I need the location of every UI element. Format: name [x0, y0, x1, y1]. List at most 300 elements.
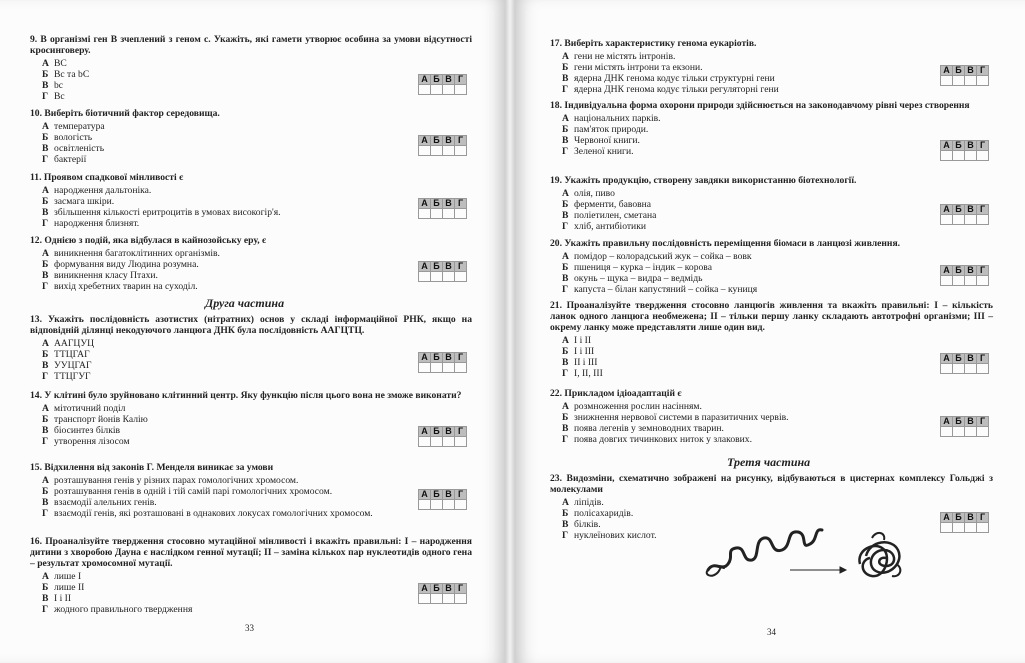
answer-grid[interactable]: [940, 140, 989, 161]
grid-letter: В: [965, 417, 977, 427]
answer-grid[interactable]: [418, 74, 467, 95]
option-text: формування виду Людина розумна.: [54, 259, 199, 270]
option-letter: В: [562, 210, 569, 221]
option-letter: Г: [562, 84, 569, 95]
answer-option: [550, 51, 993, 62]
answer-option: [30, 281, 472, 292]
option-text: І, ІІ, ІІІ: [574, 368, 603, 379]
option-letter: В: [562, 273, 569, 284]
grid-letter: Г: [455, 490, 467, 500]
grid-letter: А: [419, 353, 431, 363]
option-text: пам'яток природи.: [574, 124, 649, 135]
option-text: капуста – білан капустяний – сойка – куниця: [574, 284, 758, 295]
page-number: 33: [245, 623, 254, 633]
section-title: Третя частина: [727, 455, 811, 469]
answer-cell[interactable]: [977, 276, 989, 286]
question-title: 19. Укажіть продукцію, створену завдяки використанню біотехнології.: [550, 175, 857, 186]
question-11: [30, 172, 472, 229]
option-letter: В: [562, 357, 569, 368]
right-page: [515, 0, 1025, 663]
option-letter: Г: [42, 154, 49, 165]
option-letter: А: [42, 185, 49, 196]
grid-letter: А: [941, 513, 953, 523]
option-letter: Г: [562, 368, 569, 379]
grid-letter: Г: [977, 354, 989, 364]
option-letter: В: [562, 519, 569, 530]
grid-letter: В: [965, 354, 977, 364]
grid-letter: Г: [455, 75, 467, 85]
question-title: 13. Укажіть послідовність азотистих (нітратних) основ у складі інформаційної РНК, якщо на відповідній ділянці некодуючого ланцюга ДНК була послідовність ААГЦТЦ.: [30, 314, 472, 336]
grid-letter: Г: [977, 417, 989, 427]
answer-cell[interactable]: [443, 500, 455, 510]
answer-cell[interactable]: [419, 272, 431, 282]
answer-option: [30, 132, 472, 143]
option-text: вихід хребетних тварин на суходіл.: [54, 281, 198, 292]
grid-letter: А: [941, 66, 953, 76]
grid-letter: В: [965, 205, 977, 215]
answer-option: [30, 91, 472, 102]
grid-letter: Б: [431, 353, 443, 363]
grid-letter: В: [443, 75, 455, 85]
grid-letter: В: [443, 136, 455, 146]
answer-option: [30, 154, 472, 165]
grid-letter: Г: [455, 136, 467, 146]
option-letter: А: [42, 58, 49, 69]
grid-letter: В: [443, 584, 455, 594]
option-text: пшениця – курка – індик – корова: [574, 262, 712, 273]
option-text: виникнення класу Птахи.: [54, 270, 158, 281]
grid-letter: Г: [455, 199, 467, 209]
question-21: [550, 300, 993, 379]
option-letter: Г: [562, 221, 569, 232]
answer-grid[interactable]: [418, 261, 467, 282]
option-text: нуклеїнових кислот.: [574, 530, 657, 541]
question-title: 18. Індивідуальна форма охорони природи здійснюється на законодавчому рівні через створення: [550, 100, 970, 111]
answer-cell[interactable]: [965, 523, 977, 533]
answer-grid[interactable]: [940, 416, 989, 437]
answer-cell[interactable]: [977, 427, 989, 437]
option-letter: В: [42, 425, 49, 436]
option-letter: А: [562, 51, 569, 62]
folded-globule-icon: [859, 533, 900, 576]
option-text: гени містять інтрони та екзони.: [574, 62, 703, 73]
question-20: [550, 238, 993, 295]
grid-letter: В: [965, 513, 977, 523]
answer-cell[interactable]: [431, 146, 443, 156]
grid-letter: В: [965, 141, 977, 151]
answer-option: [30, 270, 472, 281]
option-letter: А: [562, 113, 569, 124]
answer-grid[interactable]: [940, 204, 989, 225]
grid-letter: Г: [977, 66, 989, 76]
answer-cell[interactable]: [941, 276, 953, 286]
option-letter: Г: [42, 508, 49, 519]
option-text: ліпідів.: [574, 497, 604, 508]
grid-letter: Б: [431, 199, 443, 209]
grid-letter: Б: [431, 75, 443, 85]
option-text: Червоної книги.: [574, 135, 640, 146]
answer-cell[interactable]: [455, 500, 467, 510]
option-text: ІІ і ІІІ: [574, 357, 598, 368]
answer-cell[interactable]: [431, 363, 443, 373]
answer-cell[interactable]: [953, 276, 965, 286]
answer-option: [550, 251, 993, 262]
answer-option: [550, 508, 993, 519]
answer-option: [550, 73, 993, 84]
option-text: BC: [54, 58, 67, 69]
grid-letter: Г: [455, 584, 467, 594]
answer-cell[interactable]: [455, 594, 467, 604]
answer-grid[interactable]: [940, 65, 989, 86]
grid-letter: А: [419, 262, 431, 272]
grid-letter: Г: [977, 266, 989, 276]
answer-option: [550, 423, 993, 434]
answer-cell[interactable]: [455, 272, 467, 282]
option-letter: Б: [562, 508, 569, 519]
answer-cell[interactable]: [965, 151, 977, 161]
answer-cell[interactable]: [941, 364, 953, 374]
grid-letter: А: [941, 417, 953, 427]
option-letter: Б: [562, 262, 569, 273]
option-text: розмноження рослин насінням.: [574, 401, 702, 412]
question-10: [30, 108, 472, 165]
option-letter: Б: [42, 414, 49, 425]
answer-grid[interactable]: [418, 583, 467, 604]
option-text: вологість: [54, 132, 93, 143]
answer-cell[interactable]: [443, 146, 455, 156]
answer-option: [30, 80, 472, 91]
option-letter: В: [562, 135, 569, 146]
answer-option: [30, 403, 472, 414]
option-letter: Г: [42, 604, 49, 615]
answer-option: [30, 508, 472, 519]
option-letter: Г: [562, 284, 569, 295]
answer-cell[interactable]: [977, 215, 989, 225]
book-gutter: [505, 0, 515, 663]
option-letter: Б: [42, 349, 49, 360]
option-text: І і ІІ: [54, 593, 72, 604]
option-text: біосинтез білків: [54, 425, 121, 436]
answer-option: [30, 207, 472, 218]
grid-letter: В: [443, 262, 455, 272]
answer-cell[interactable]: [953, 76, 965, 86]
grid-letter: В: [443, 353, 455, 363]
answer-cell[interactable]: [419, 500, 431, 510]
question-22: [550, 388, 993, 445]
answer-option: [550, 221, 993, 232]
answer-option: [30, 69, 472, 80]
answer-cell[interactable]: [455, 437, 467, 447]
answer-cell[interactable]: [965, 427, 977, 437]
section-title: Друга частина: [205, 296, 285, 310]
answer-option: [30, 121, 472, 132]
question-17: [550, 38, 993, 95]
answer-cell[interactable]: [977, 76, 989, 86]
grid-letter: А: [419, 75, 431, 85]
answer-cell[interactable]: [977, 151, 989, 161]
option-text: олія, пиво: [574, 188, 615, 199]
answer-cell[interactable]: [431, 272, 443, 282]
option-text: Bc: [54, 91, 65, 102]
answer-cell[interactable]: [965, 76, 977, 86]
answer-cell[interactable]: [431, 500, 443, 510]
answer-cell[interactable]: [965, 364, 977, 374]
answer-cell[interactable]: [419, 594, 431, 604]
answer-cell[interactable]: [977, 523, 989, 533]
option-letter: Б: [42, 582, 49, 593]
grid-letter: А: [941, 266, 953, 276]
option-letter: Г: [562, 146, 569, 157]
answer-cell[interactable]: [419, 209, 431, 219]
answer-cell[interactable]: [965, 215, 977, 225]
answer-grid[interactable]: [940, 512, 989, 533]
question-title: 20. Укажіть правильну послідовність переміщення біомаси в ланцюзі живлення.: [550, 238, 901, 249]
answer-cell[interactable]: [443, 437, 455, 447]
option-text: лише І: [54, 571, 82, 582]
answer-cell[interactable]: [455, 209, 467, 219]
answer-cell[interactable]: [953, 427, 965, 437]
option-letter: Б: [42, 132, 49, 143]
answer-cell[interactable]: [419, 146, 431, 156]
option-text: бактерії: [54, 154, 87, 165]
option-text: розташування генів у різних парах гомологічних хромосом.: [54, 475, 299, 486]
option-text: помідор – колорадський жук – сойка – вовк: [574, 251, 752, 262]
option-text: засмага шкіри.: [54, 196, 115, 207]
grid-letter: В: [443, 427, 455, 437]
grid-letter: Б: [953, 354, 965, 364]
grid-letter: Б: [953, 141, 965, 151]
answer-cell[interactable]: [419, 85, 431, 95]
option-text: Зеленої книги.: [574, 146, 634, 157]
option-text: жодного правильного твердження: [54, 604, 193, 615]
answer-cell[interactable]: [443, 209, 455, 219]
option-text: поява легенів у земноводних тварин.: [574, 423, 724, 434]
question-title: 21. Проаналізуйте твердження стосовно ланцюгів живлення та вкажіть правильні: І – кількість ланок одного ланцюга необмежена; ІІ – тільки першу ланку складають автотрофні організми; ІІІ – окрему ланку може представляти лише один вид.: [550, 300, 993, 333]
option-text: І і ІІ: [574, 335, 592, 346]
answer-option: [550, 84, 993, 95]
answer-option: [30, 371, 472, 382]
answer-cell[interactable]: [431, 209, 443, 219]
answer-option: [550, 262, 993, 273]
option-text: ядерна ДНК генома кодує тільки структурні гени: [574, 73, 775, 84]
answer-grid[interactable]: [418, 426, 467, 447]
grid-letter: А: [419, 136, 431, 146]
answer-cell[interactable]: [941, 215, 953, 225]
option-letter: В: [562, 423, 569, 434]
answer-cell[interactable]: [953, 523, 965, 533]
option-text: розташування генів в одній і тій самій парі гомологічних хромосом.: [54, 486, 333, 497]
answer-grid[interactable]: [418, 198, 467, 219]
answer-option: [550, 434, 993, 445]
answer-option: [30, 604, 472, 615]
option-text: народження дальтоніка.: [54, 185, 152, 196]
grid-letter: Г: [977, 141, 989, 151]
option-text: взаємодії алельних генів.: [54, 497, 157, 508]
option-letter: В: [42, 593, 49, 604]
option-letter: А: [42, 571, 49, 582]
answer-cell[interactable]: [941, 427, 953, 437]
option-letter: Г: [562, 434, 569, 445]
answer-option: [30, 248, 472, 259]
option-text: І і ІІІ: [574, 346, 595, 357]
option-letter: А: [562, 251, 569, 262]
left-page: [0, 0, 505, 663]
option-letter: Б: [562, 412, 569, 423]
question-title: 16. Проаналізуйте твердження стосовно мутаційної мінливості і вкажіть правильні: І – народження дитини з хворобою Дауна є наслідком генної мутації; ІІ – заміна кількох пар нуклеотидів одного гена – результат хромосомної мутації.: [30, 536, 472, 569]
answer-option: [30, 143, 472, 154]
answer-option: [550, 188, 993, 199]
option-text: ядерна ДНК генома кодує тільки регуляторні гени: [574, 84, 779, 95]
grid-letter: Г: [977, 513, 989, 523]
answer-option: [550, 368, 993, 379]
option-letter: Г: [42, 371, 49, 382]
question-13: [30, 314, 472, 382]
grid-letter: В: [443, 199, 455, 209]
option-letter: А: [562, 188, 569, 199]
question-title: 23. Видозміни, схематично зображені на рисунку, відбуваються в цистернах комплексу Гольджі з молекулами: [550, 473, 993, 495]
answer-cell[interactable]: [455, 85, 467, 95]
answer-cell[interactable]: [419, 437, 431, 447]
option-text: ААГЦУЦ: [54, 338, 95, 349]
grid-letter: А: [419, 427, 431, 437]
answer-grid[interactable]: [418, 489, 467, 510]
answer-cell[interactable]: [431, 437, 443, 447]
question-title: 22. Прикладом ідіоадаптацій є: [550, 388, 682, 399]
option-text: ТТЦГАГ: [54, 349, 90, 360]
answer-cell[interactable]: [431, 594, 443, 604]
arrow-icon: [790, 567, 846, 573]
grid-letter: Б: [953, 417, 965, 427]
answer-cell[interactable]: [443, 594, 455, 604]
answer-option: [30, 196, 472, 207]
option-text: білків.: [574, 519, 601, 530]
question-title: 17. Виберіть характеристику генома еукаріотів.: [550, 38, 757, 49]
answer-option: [30, 185, 472, 196]
option-letter: А: [562, 401, 569, 412]
answer-option: [550, 497, 993, 508]
answer-cell[interactable]: [953, 215, 965, 225]
answer-cell[interactable]: [953, 151, 965, 161]
answer-option: [30, 349, 472, 360]
option-letter: В: [42, 80, 49, 91]
option-letter: А: [562, 335, 569, 346]
question-15: [30, 462, 472, 519]
protein-folding-figure: [700, 520, 930, 585]
option-letter: Г: [42, 218, 49, 229]
answer-cell[interactable]: [455, 363, 467, 373]
answer-option: [30, 425, 472, 436]
option-text: утворення лізосом: [54, 436, 130, 447]
option-text: bc: [54, 80, 64, 91]
option-text: гени не містять інтронів.: [574, 51, 676, 62]
option-text: УУЦГАГ: [54, 360, 92, 371]
answer-option: [30, 360, 472, 371]
grid-letter: Б: [953, 66, 965, 76]
grid-letter: Б: [953, 205, 965, 215]
option-letter: А: [42, 403, 49, 414]
option-letter: А: [42, 475, 49, 486]
answer-option: [30, 218, 472, 229]
option-text: виникнення багатоклітинних організмів.: [54, 248, 220, 259]
question-18: [550, 100, 993, 157]
option-letter: Б: [562, 124, 569, 135]
answer-option: [550, 401, 993, 412]
answer-option: [550, 124, 993, 135]
answer-option: [30, 259, 472, 270]
grid-letter: Б: [431, 427, 443, 437]
answer-grid[interactable]: [940, 353, 989, 374]
option-letter: В: [562, 73, 569, 84]
answer-grid[interactable]: [940, 265, 989, 286]
option-text: окунь – щука – видра – ведмідь: [574, 273, 703, 284]
option-letter: Б: [42, 486, 49, 497]
grid-letter: Г: [455, 262, 467, 272]
answer-cell[interactable]: [443, 85, 455, 95]
option-letter: А: [42, 248, 49, 259]
option-text: Bc та bC: [54, 69, 90, 80]
answer-cell[interactable]: [443, 363, 455, 373]
answer-cell[interactable]: [941, 151, 953, 161]
option-letter: Г: [562, 530, 569, 541]
grid-letter: Б: [431, 584, 443, 594]
grid-letter: Б: [431, 136, 443, 146]
answer-option: [550, 357, 993, 368]
option-text: народження близнят.: [54, 218, 140, 229]
answer-option: [30, 582, 472, 593]
option-letter: В: [42, 143, 49, 154]
option-text: температура: [54, 121, 105, 132]
option-text: освітленість: [54, 143, 105, 154]
option-text: полісахаридів.: [574, 508, 634, 519]
option-text: національних парків.: [574, 113, 661, 124]
option-text: взаємодії генів, які розташовані в однакових локусах гомологічних хромосом.: [54, 508, 373, 519]
option-text: лише ІІ: [54, 582, 85, 593]
answer-cell[interactable]: [431, 85, 443, 95]
question-title: 9. В організмі ген B зчеплений з геном c. Укажіть, які гамети утворює особина за умови відсутності кросинговеру.: [30, 34, 472, 56]
grid-letter: А: [419, 490, 431, 500]
grid-letter: Г: [455, 427, 467, 437]
answer-cell[interactable]: [941, 523, 953, 533]
option-letter: Б: [42, 259, 49, 270]
answer-option: [550, 273, 993, 284]
answer-option: [30, 475, 472, 486]
option-letter: А: [42, 338, 49, 349]
option-letter: А: [562, 497, 569, 508]
option-letter: Г: [42, 281, 49, 292]
answer-cell[interactable]: [455, 146, 467, 156]
grid-letter: А: [419, 199, 431, 209]
answer-option: [550, 199, 993, 210]
option-letter: В: [42, 207, 49, 218]
answer-grid[interactable]: [418, 352, 467, 373]
answer-cell[interactable]: [953, 364, 965, 374]
answer-cell[interactable]: [419, 363, 431, 373]
question-16: [30, 536, 472, 615]
grid-letter: Б: [953, 266, 965, 276]
answer-cell[interactable]: [977, 364, 989, 374]
answer-option: [550, 284, 993, 295]
answer-cell[interactable]: [443, 272, 455, 282]
answer-option: [550, 346, 993, 357]
question-14: [30, 390, 472, 447]
answer-option: [30, 571, 472, 582]
option-text: поліетилен, сметана: [574, 210, 657, 221]
answer-cell[interactable]: [941, 76, 953, 86]
option-letter: Б: [562, 199, 569, 210]
answer-cell[interactable]: [965, 276, 977, 286]
answer-option: [30, 486, 472, 497]
answer-grid[interactable]: [418, 135, 467, 156]
